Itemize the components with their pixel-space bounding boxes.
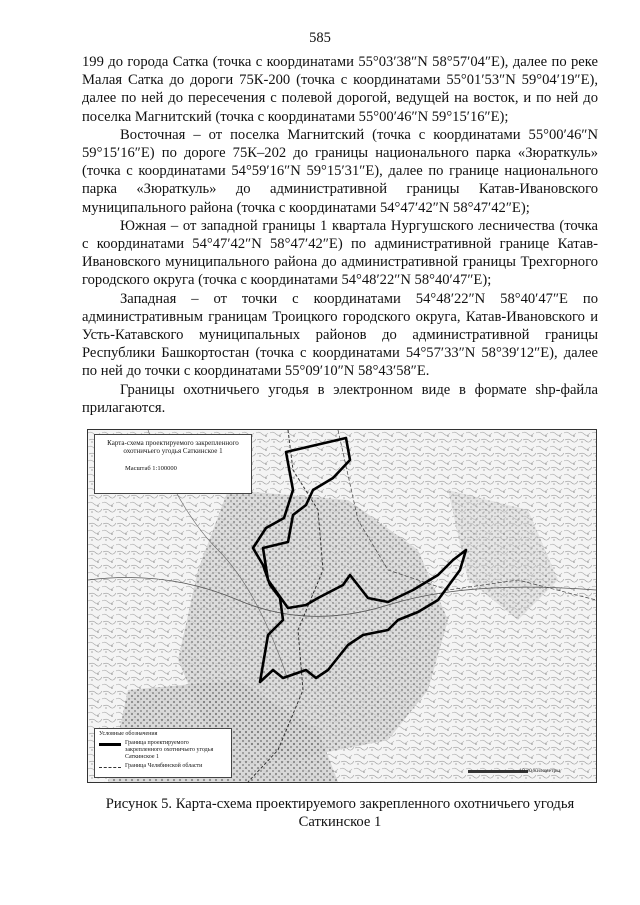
legend-item-region: [99, 763, 227, 770]
legend-heading: Условные обозначения: [99, 731, 158, 737]
legend-swatch-dashed: [99, 767, 121, 768]
paragraph-2: Восточная – от поселка Магнитский (точка с координатами 55°00′46″N 59°15′16″E) по дороге 75К–202 до границы национального парка «Зюраткуль» (точка с координатами 54°59′16″N 59°15′31″E), далее по границе национального парка «Зюраткуль» до административной границы Катав-Ивановского муниципального района (точка с координатами 54°47′42″N 58°47′42″E);: [82, 126, 598, 216]
paragraph-5: Границы охотничьего угодья в электронном виде в формате shp-файла прилагаются.: [82, 381, 598, 416]
figure-caption: Рисунок 5. Карта-схема проектируемого закрепленного охотничьего угодья Саткинское 1: [105, 796, 575, 831]
legend-item-boundary: [99, 740, 227, 761]
map-title: Карта-схема проектируемого закрепленного охотничьего угодья Саткинское 1: [107, 439, 239, 455]
map-title-box: [94, 434, 252, 494]
scale-bar-label: 10 20 Километры: [519, 768, 560, 774]
map-scale: Масштаб 1:100000: [125, 465, 177, 472]
body-text: [82, 53, 598, 417]
legend-label: Граница Челябинской области: [125, 763, 203, 769]
map-figure: [87, 429, 597, 783]
legend-label: Граница проектируемого закрепленного охотничьего угодья Саткинское 1: [125, 740, 214, 760]
paragraph-4: Западная – от точки с координатами 54°48′22″N 58°40′47″E по административным границам Троицкого городского округа, Катав-Ивановского и Усть-Катавского муниципальных районов до административной границы Республики Башкортостан (точка с координатами 54°57′33″N 58°39′12″E), далее по ней до точки с координатами 55°09′10″N 58°43′58″E.: [82, 290, 598, 380]
page-number: 585: [309, 30, 331, 46]
paragraph-3: Южная – от западной границы 1 квартала Нургушского лесничества (точка с координатами 54°47′42″N 58°47′42″E) по административной границе Катав-Ивановского муниципального района до административной границы Трехгорного городского округа (точка с координатами 54°48′22″N 58°40′47″E);: [82, 217, 598, 289]
paragraph-1: 199 до города Сатка (точка с координатами 55°03′38″N 58°57′04″E), далее по реке Малая Сатка до дороги 75К-200 (точка с координатами 55°01′53″N 59°04′19″E), далее по ней до пересечения с полевой дорогой, ведущей на восток, и по ней до поселка Магнитский (точка с координатами 55°00′46″N 59°15′16″E);: [82, 54, 598, 125]
map-legend: [94, 728, 232, 778]
legend-swatch-thick: [99, 743, 121, 746]
